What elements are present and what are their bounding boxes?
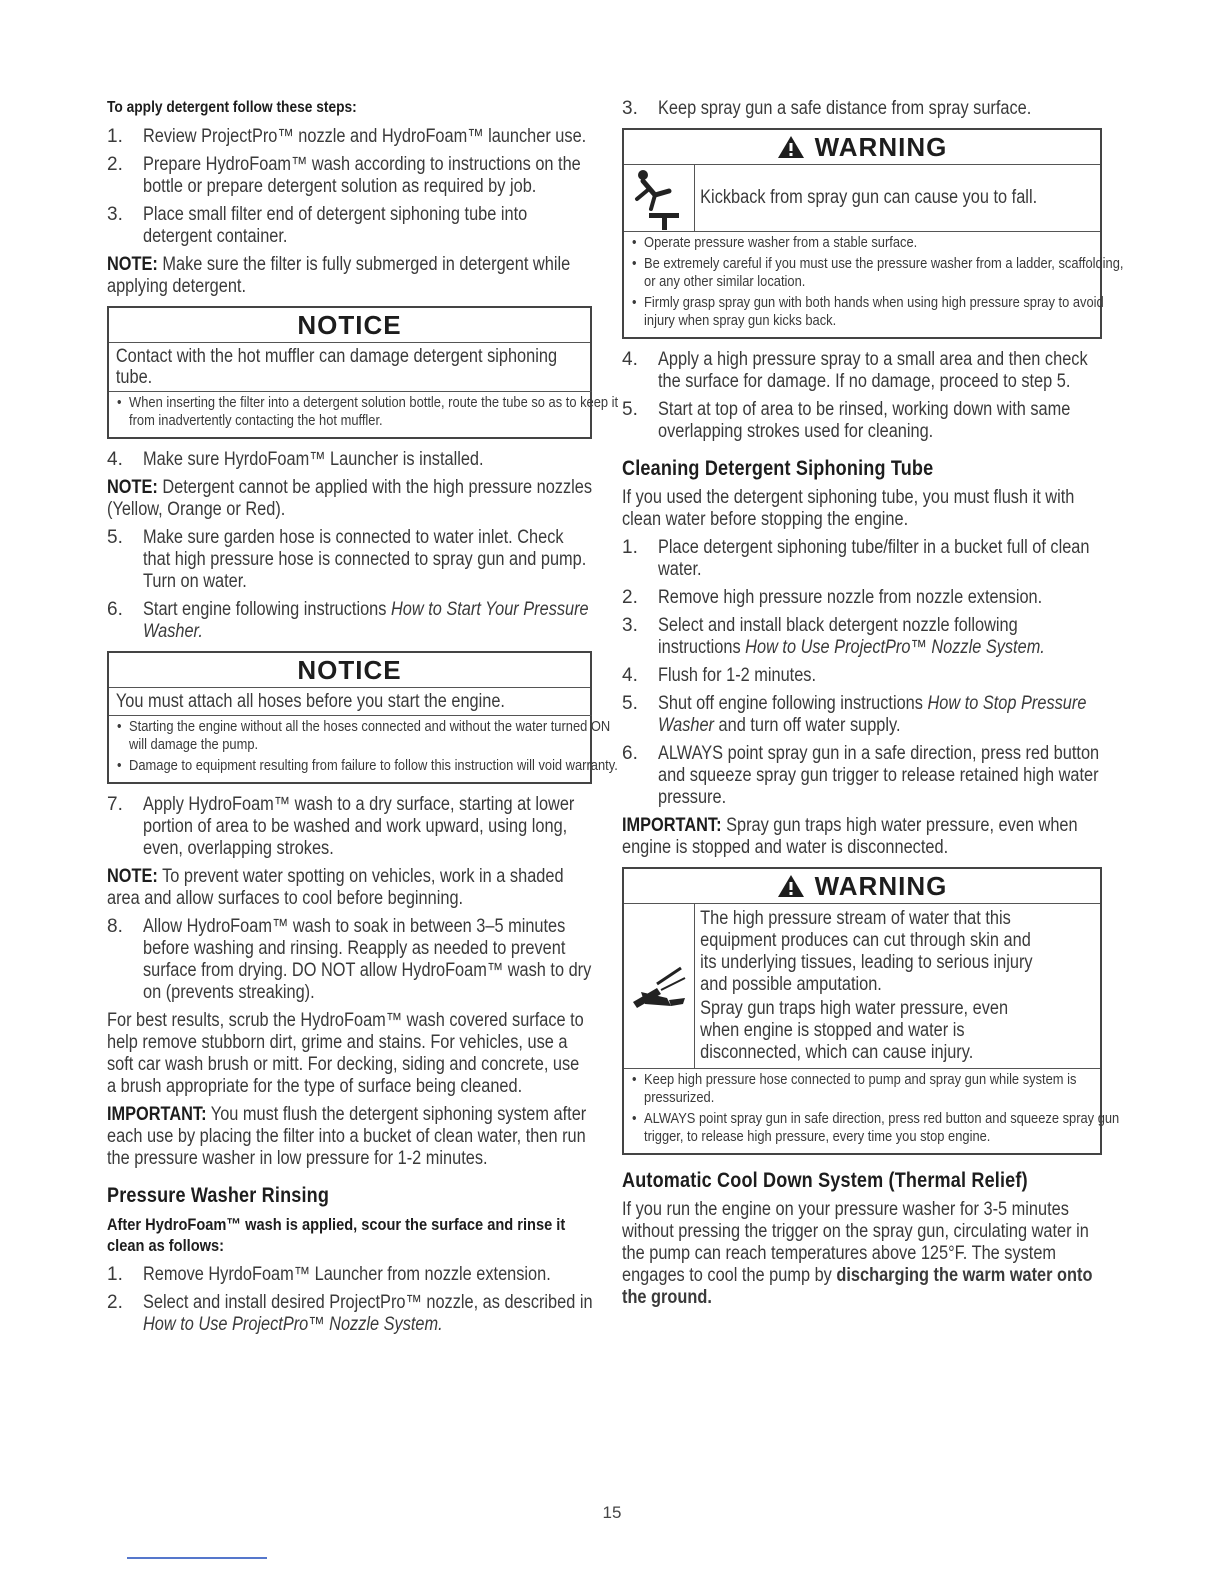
important-pressure-note: IMPORTANT: Spray gun traps high water pressure, even when engine is stopped and water is disconnected. [622,815,1078,858]
section-heading-cleaning: Cleaning Detergent Siphoning Tube [622,457,934,480]
list-item: • Damage to equipment resulting from failure to follow this instruction will void warranty. [117,757,624,775]
fall-hazard-icon [629,165,689,231]
notice-title: NOTICE [109,308,590,343]
list-item: 2. Remove high pressure nozzle from nozzle extension. [622,587,1043,608]
warning-triangle-icon [777,874,805,898]
page-number: 15 [602,1503,622,1522]
cross-reference: How to Use ProjectPro™ Nozzle System. [745,637,1045,658]
list-item: 7. Apply HydroFoam™ wash to a dry surface, starting at lower portion of area to be washed and work upward, using long, even, overlapping strokes. [107,794,575,859]
injection-hazard-icon [627,954,691,1018]
best-results-paragraph: For best results, scrub the HydroFoam™ wash covered surface to help remove stubborn dirt, grime and stains. For vehicles, use a soft car wash brush or mitt. For decking, siding and concrete, use a brush appropriate for the type of surface being cleaned. [107,1010,584,1097]
notice-main-text: Contact with the hot muffler can damage detergent siphoning tube. [109,343,591,392]
warning-bullets [624,1069,1120,1153]
notice-main-text: You must attach all hoses before you start the engine. [109,688,591,716]
list-item: 4. Make sure HyrdoFoam™ Launcher is installed. [107,449,484,470]
notice-bullets [109,392,619,437]
detergent-steps-list [107,126,592,248]
warning-title: WARNING [624,130,1100,165]
section-heading-rinsing: Pressure Washer Rinsing [107,1184,330,1207]
cross-reference: How to Start Your Pressure Washer. [143,599,589,642]
warning-box-kickback [622,128,1124,339]
list-item: 3. Keep spray gun a safe distance from spray surface. [622,98,1032,119]
list-item: 1. Review ProjectPro™ nozzle and HydroFoam™ launcher use. [107,126,587,147]
list-item: • Starting the engine without all the hoses connected and without the water turned ON will damage the pump. [117,718,624,754]
warning-main-text: Kickback from spray gun can cause you to fall. [699,187,1037,208]
notice-bullets [109,716,618,782]
warning-title: WARNING [624,869,1100,904]
list-item: • Firmly grasp spray gun with both hands when using high pressure spray to avoid injury when spray gun kicks back. [632,294,1133,330]
note-water-spotting: NOTE: To prevent water spotting on vehicles, work in a shaded area and allow surfaces to cool before beginning. [107,866,564,909]
cool-down-paragraph: If you run the engine on your pressure washer for 3-5 minutes without pressing the trigger on the spray gun, circulating water in the pump can reach temperatures above 125°F. The system engages to cool the pump by discharging the warm water onto the ground. [622,1199,1093,1308]
list-item: • Operate pressure washer from a stable surface. [632,234,1133,252]
list-item: 2. Prepare HydroFoam™ wash according to instructions on the bottle or prepare detergent solution as required by job. [107,154,581,197]
list-item: 4. Flush for 1-2 minutes. [622,665,817,686]
right-column [622,98,1124,1315]
notice-box-muffler [107,306,619,439]
rinsing-lead: After HydroFoam™ wash is applied, scour the surface and rinse it clean as follows: [107,1215,566,1255]
list-item: 6. Start engine following instructions How to Start Your Pressure Washer. [107,599,589,642]
warning-triangle-icon [777,135,805,159]
list-item: 5. Shut off engine following instructions How to Stop Pressure Washer and turn off water supply. [622,693,1087,736]
list-item: 3. Place small filter end of detergent siphoning tube into detergent container. [107,204,528,247]
detergent-steps-lead: To apply detergent follow these steps: [107,99,357,116]
warning-box-injection [622,867,1120,1155]
list-item: 1. Place detergent siphoning tube/filter in a bucket full of clean water. [622,537,1090,580]
list-item: 5. Make sure garden hose is connected to water inlet. Check that high pressure hose is connected to spray gun and pump. Turn on water. [107,527,587,592]
warning-main-text: Spray gun traps high water pressure, even when engine is stopped and water is disconnected, which can cause injury. [699,998,1008,1063]
list-item: 1. Remove HyrdoFoam™ Launcher from nozzle extension. [107,1264,551,1285]
list-item: 4. Apply a high pressure spray to a small area and then check the surface for damage. If no damage, proceed to step 5. [622,349,1088,392]
left-column [107,98,619,1342]
footer-rule [127,1557,267,1559]
note-detergent-nozzles: NOTE: Detergent cannot be applied with the high pressure nozzles (Yellow, Orange or Red). [107,477,593,520]
warning-main-text: The high pressure stream of water that this equipment produces can cut through skin and its underlying tissues, leading to serious injury and possible amputation. [699,908,1033,995]
list-item: • ALWAYS point spray gun in safe direction, press red button and squeeze spray gun trigger, to release high pressure, every time you stop engine. [632,1110,1133,1146]
list-item: 3. Select and install black detergent nozzle following instructions How to Use ProjectPro™ Nozzle System. [622,615,1045,658]
notice-title: NOTICE [109,653,590,688]
list-item: 5. Start at top of area to be rinsed, working down with same overlapping strokes used for cleaning. [622,399,1071,442]
cleaning-intro-paragraph: If you used the detergent siphoning tube, you must flush it with clean water before stopping the engine. [622,487,1075,530]
cross-reference: How to Stop Pressure Washer [658,693,1087,736]
cross-reference: How to Use ProjectPro™ Nozzle System. [143,1314,443,1335]
list-item: • Keep high pressure hose connected to pump and spray gun while system is pressurized. [632,1071,1133,1107]
warning-bullets [624,232,1124,337]
important-flush-note: IMPORTANT: You must flush the detergent siphoning system after each use by placing the filter into a bucket of clean water, then run the pressure washer in low pressure for 1-2 minutes. [107,1104,587,1169]
list-item: 8. Allow HydroFoam™ wash to soak in between 3–5 minutes before washing and rinsing. Reapply as needed to prevent surface from drying. DO NOT allow HydroFoam™ wash to dry on (prevents streaking). [107,916,592,1003]
list-item: • When inserting the filter into a detergent solution bottle, route the tube so as to keep it from inadvertently contacting the hot muffler. [117,394,624,430]
note-filter-submerged: NOTE: Make sure the filter is fully submerged in detergent while applying detergent. [107,254,571,297]
list-item: • Be extremely careful if you must use the pressure washer from a ladder, scaffolding, or any other similar location. [632,255,1133,291]
section-heading-cool-down: Automatic Cool Down System (Thermal Relief) [622,1169,1028,1192]
notice-box-hoses [107,651,618,784]
list-item: 6. ALWAYS point spray gun in a safe direction, press red button and squeeze spray gun trigger to release retained high water pressure. [622,743,1100,808]
list-item: 2. Select and install desired ProjectPro™ nozzle, as described in How to Use ProjectPro™ Nozzle System. [107,1292,593,1335]
